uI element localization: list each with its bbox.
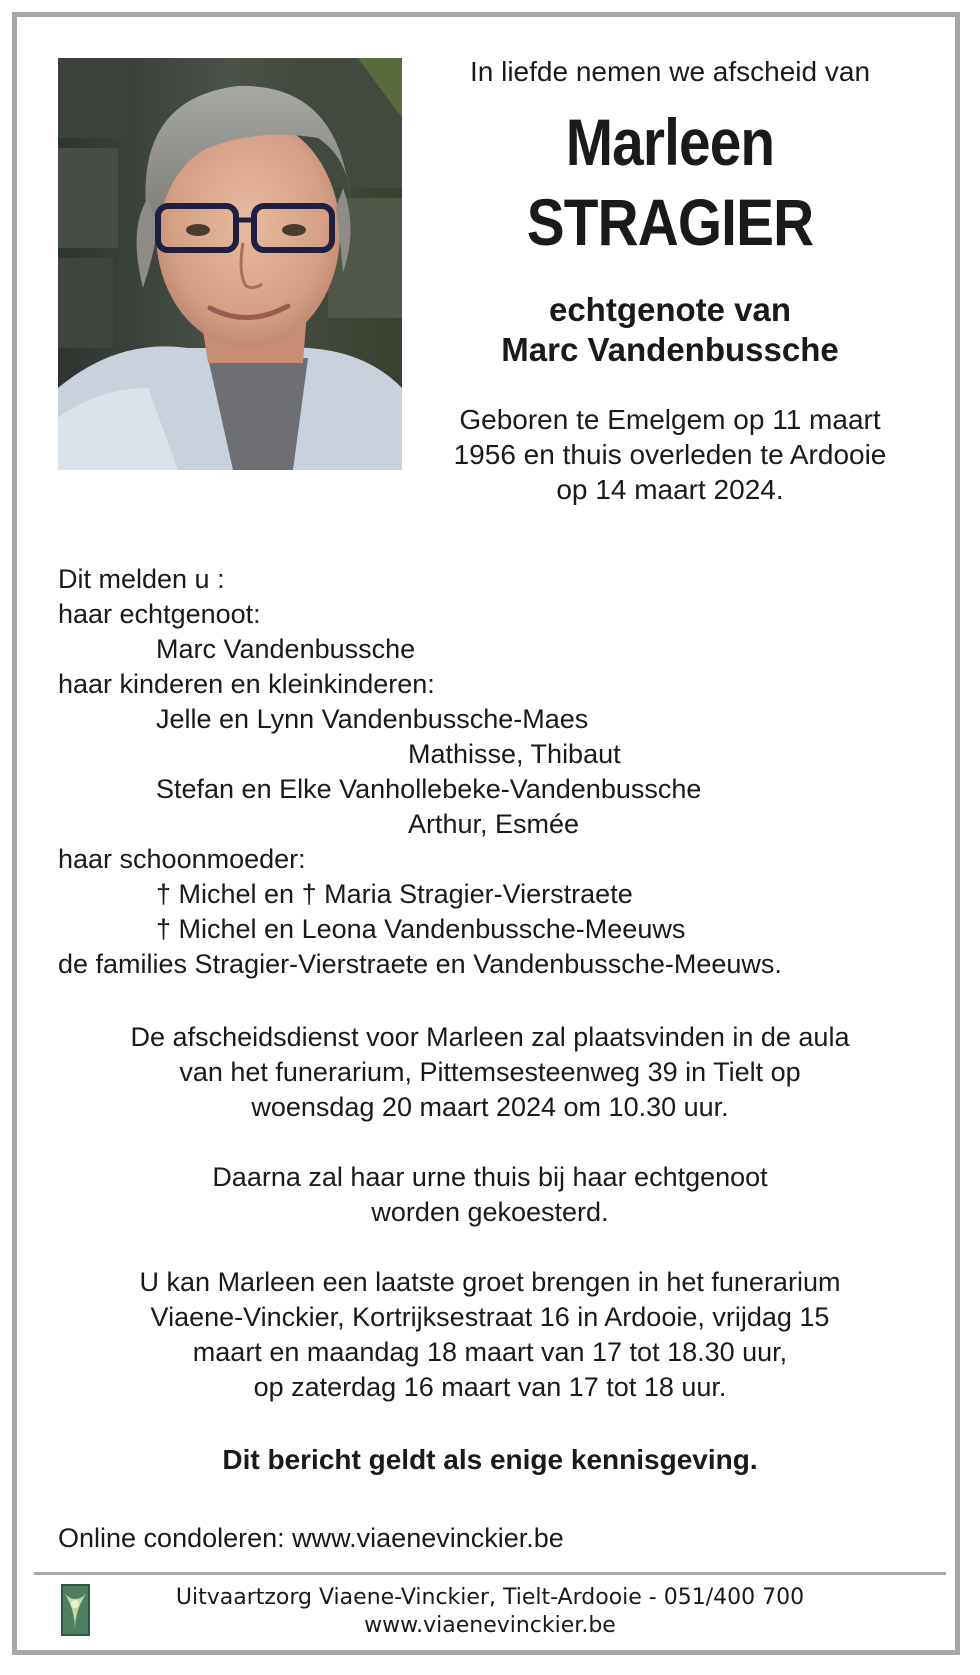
grandchildren-2: Arthur, Esmée [408,809,580,839]
deceased-first-name: Marleen [565,105,775,179]
service-paragraph [40,1020,940,1125]
husband-name: Marc Vandenbussche [156,634,416,664]
service-line-2: van het funerarium, Pittemsesteenweg 39 in Tielt op [179,1057,801,1087]
spouse-label: echtgenote van [548,291,792,328]
mother-in-law-label: haar schoonmoeder: [58,844,306,874]
footer-company: Uitvaartzorg Viaene-Vinckier, Tielt-Ardooie - 051/400 700 [175,1585,805,1610]
born-line-3: op 14 maart 2024. [556,474,784,505]
urn-paragraph [40,1160,940,1230]
visit-line-1: U kan Marleen een laatste groet brengen in het funerarium [139,1267,841,1297]
family-list [58,562,938,982]
born-line-2: 1956 en thuis overleden te Ardooie [453,439,887,470]
footer-divider [34,1572,946,1575]
child-1: Jelle en Lynn Vandenbussche-Maes [156,704,589,734]
birth-death-text [420,402,920,507]
families-line: de families Stragier-Vierstraete en Vandenbussche-Meeuws. [58,949,782,979]
visitation-paragraph [40,1265,940,1405]
online-condolence: Online condoleren: www.viaenevinckier.be [58,1523,564,1553]
children-label: haar kinderen en kleinkinderen: [58,669,435,699]
notice-text: Dit bericht geldt als enige kennisgeving. [222,1444,758,1475]
funeral-home-logo-icon [61,1584,90,1636]
husband-label: haar echtgenoot: [58,599,261,629]
intro-text: In liefde nemen we afscheid van [469,56,871,87]
spouse-name: Marc Vandenbussche [501,331,839,368]
born-line-1: Geboren te Emelgem op 11 maart [459,404,881,435]
service-line-1: De afscheidsdienst voor Marleen zal plaatsvinden in de aula [130,1022,850,1052]
deceased-last-name: STRAGIER [526,185,814,259]
family-intro: Dit melden u : [58,564,225,594]
urn-line-2: worden gekoesterd. [371,1197,609,1227]
grandchildren-1: Mathisse, Thibaut [408,739,621,769]
visit-line-2: Viaene-Vinckier, Kortrijksestraat 16 in Ardooie, vrijdag 15 [150,1302,830,1332]
parents-2: † Michel en Leona Vandenbussche-Meeuws [156,914,686,944]
visit-line-4: op zaterdag 16 maart van 17 tot 18 uur. [253,1372,727,1402]
footer-website[interactable]: www.viaenevinckier.be [364,1613,616,1638]
urn-line-1: Daarna zal haar urne thuis bij haar echtgenoot [212,1162,768,1192]
child-2: Stefan en Elke Vanhollebeke-Vandenbussche [156,774,702,804]
heading-block [420,50,920,507]
service-line-3: woensdag 20 maart 2024 om 10.30 uur. [251,1092,729,1122]
parents-1: † Michel en † Maria Stragier-Vierstraete [156,879,633,909]
visit-line-3: maart en maandag 18 maart van 17 tot 18.30 uur, [192,1337,788,1367]
portrait-photo [58,58,402,470]
